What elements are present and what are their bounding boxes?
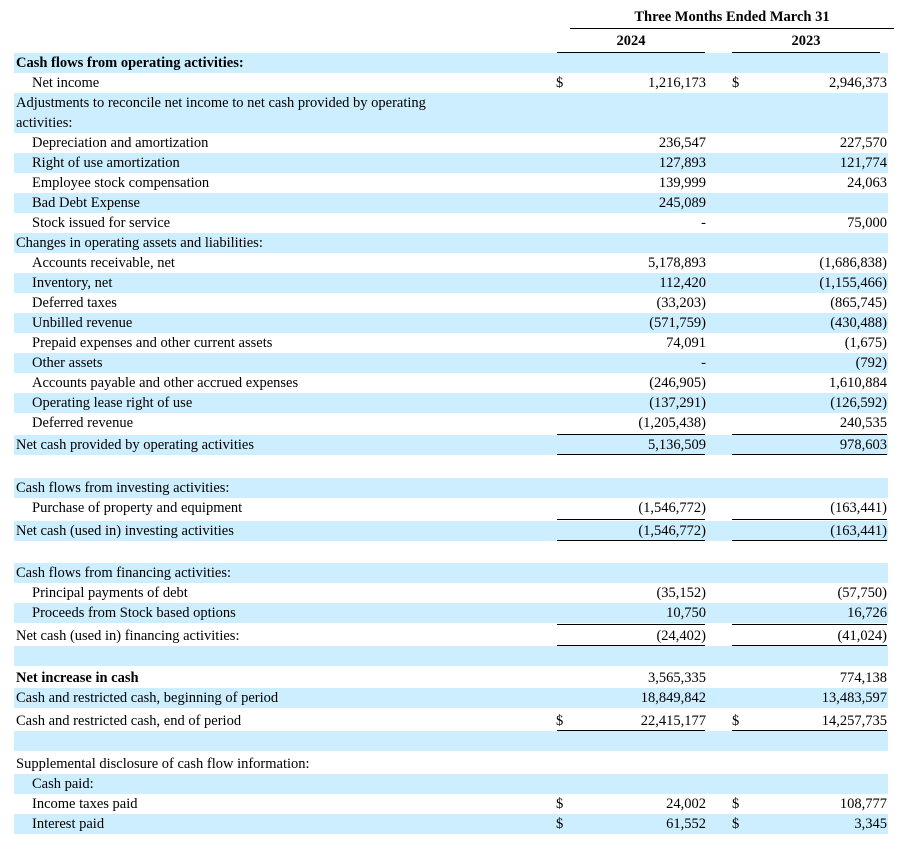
value-2023: 774,138 <box>839 670 887 686</box>
row-label: Cash paid: <box>32 776 94 792</box>
value-2023: (430,488) <box>830 315 887 331</box>
row-label: Income taxes paid <box>32 796 138 812</box>
subtotal-rule <box>732 624 887 625</box>
value-2023: (1,675) <box>844 335 887 351</box>
table-row <box>14 668 888 688</box>
subtotal-rule <box>557 519 705 520</box>
value-2024: - <box>701 355 706 371</box>
row-label: Net cash (used in) investing activities <box>16 523 234 539</box>
subtotal-rule <box>557 624 705 625</box>
value-2023: (126,592) <box>830 395 887 411</box>
currency-symbol: $ <box>556 713 564 729</box>
value-2023: 14,257,735 <box>821 713 887 729</box>
value-2024: 3,565,335 <box>648 670 706 686</box>
table-row <box>14 213 888 233</box>
value-2023: 2,946,373 <box>829 75 887 91</box>
value-2024: 61,552 <box>666 816 706 832</box>
value-2024: 74,091 <box>666 335 706 351</box>
row-label: Employee stock compensation <box>32 175 210 191</box>
table-row <box>14 583 888 603</box>
table-row <box>14 413 888 433</box>
currency-symbol: $ <box>556 75 564 91</box>
period-header-rule <box>570 28 894 29</box>
table-row <box>14 498 888 518</box>
value-2023: 121,774 <box>839 155 887 171</box>
table-row <box>14 478 888 498</box>
currency-symbol: $ <box>732 796 740 812</box>
value-2023: 227,570 <box>839 135 887 151</box>
value-2023: 16,726 <box>847 605 887 621</box>
value-2024: 5,136,509 <box>648 437 706 453</box>
value-2023: (57,750) <box>837 585 887 601</box>
value-2024: 139,999 <box>658 175 706 191</box>
table-row <box>14 93 888 113</box>
value-2024: 112,420 <box>659 275 706 291</box>
spacer-row <box>14 731 888 751</box>
value-2023: 978,603 <box>839 437 887 453</box>
value-2024: (137,291) <box>649 395 706 411</box>
table-row <box>14 373 888 393</box>
value-2023: (1,686,838) <box>819 255 887 271</box>
value-2024: - <box>701 215 706 231</box>
subtotal-rule <box>732 519 887 520</box>
row-label: Net cash provided by operating activities <box>16 437 254 453</box>
value-2024: (246,905) <box>649 375 706 391</box>
currency-symbol: $ <box>556 816 564 832</box>
table-row <box>14 754 888 774</box>
value-2024: 18,849,842 <box>640 690 706 706</box>
table-row <box>14 774 888 794</box>
value-2024: (1,546,772) <box>638 523 706 539</box>
row-label: Accounts receivable, net <box>32 255 175 271</box>
value-2023: (865,745) <box>830 295 887 311</box>
table-row <box>14 193 888 213</box>
cash-flow-statement <box>14 0 888 850</box>
table-row <box>14 521 888 541</box>
row-label: Stock issued for service <box>32 215 171 231</box>
row-label: Purchase of property and equipment <box>32 500 243 516</box>
value-2024: 24,002 <box>666 796 706 812</box>
year-header-2023: 2023 <box>791 33 821 49</box>
table-row <box>14 333 888 353</box>
row-label: Cash and restricted cash, end of period <box>16 713 242 729</box>
row-label: Proceeds from Stock based options <box>32 605 236 621</box>
value-2023: 1,610,884 <box>829 375 887 391</box>
row-label: Inventory, net <box>32 275 113 291</box>
row-label: Other assets <box>32 355 103 371</box>
table-row <box>14 113 888 133</box>
table-row <box>14 233 888 253</box>
row-label: activities: <box>16 115 73 131</box>
row-label: Cash flows from operating activities: <box>16 55 244 71</box>
row-label: Prepaid expenses and other current assets <box>32 335 273 351</box>
row-label: Right of use amortization <box>32 155 180 171</box>
row-label: Operating lease right of use <box>32 395 193 411</box>
value-2024: (1,546,772) <box>638 500 706 516</box>
row-label: Interest paid <box>32 816 105 832</box>
table-row <box>14 626 888 646</box>
table-row <box>14 133 888 153</box>
row-label: Net income <box>32 75 100 91</box>
row-label: Supplemental disclosure of cash flow information: <box>16 756 310 772</box>
table-row <box>14 814 888 834</box>
currency-symbol: $ <box>732 816 740 832</box>
currency-symbol: $ <box>732 75 740 91</box>
value-2023: (163,441) <box>830 500 887 516</box>
value-2023: 24,063 <box>847 175 887 191</box>
table-row <box>14 563 888 583</box>
currency-symbol: $ <box>556 796 564 812</box>
row-label: Net increase in cash <box>16 670 139 686</box>
value-2023: (41,024) <box>837 628 887 644</box>
table-row <box>14 53 888 73</box>
row-label: Accounts payable and other accrued expenses <box>32 375 299 391</box>
year-header-2024: 2024 <box>616 33 646 49</box>
value-2024: (24,402) <box>656 628 706 644</box>
row-label: Cash flows from financing activities: <box>16 565 232 581</box>
row-label: Deferred revenue <box>32 415 134 431</box>
row-label: Changes in operating assets and liabilities: <box>16 235 263 251</box>
value-2024: 10,750 <box>666 605 706 621</box>
value-2024: (35,152) <box>656 585 706 601</box>
table-row <box>14 435 888 455</box>
currency-symbol: $ <box>732 713 740 729</box>
row-label: Net cash (used in) financing activities: <box>16 628 240 644</box>
spacer-row <box>14 646 888 666</box>
table-row <box>14 273 888 293</box>
value-2023: (163,441) <box>830 523 887 539</box>
row-label: Depreciation and amortization <box>32 135 209 151</box>
table-row <box>14 353 888 373</box>
value-2023: 13,483,597 <box>821 690 887 706</box>
value-2023: 240,535 <box>839 415 887 431</box>
value-2024: (33,203) <box>656 295 706 311</box>
value-2024: 236,547 <box>658 135 706 151</box>
row-label: Cash flows from investing activities: <box>16 480 230 496</box>
table-row <box>14 73 888 93</box>
table-row <box>14 153 888 173</box>
value-2023: 108,777 <box>839 796 887 812</box>
spacer-row <box>14 541 888 561</box>
value-2023: 75,000 <box>847 215 887 231</box>
table-row <box>14 711 888 731</box>
row-label: Unbilled revenue <box>32 315 133 331</box>
row-label: Cash and restricted cash, beginning of period <box>16 690 279 706</box>
value-2024: (571,759) <box>649 315 706 331</box>
table-row <box>14 293 888 313</box>
table-row <box>14 253 888 273</box>
value-2023: (792) <box>855 355 887 371</box>
row-label: Deferred taxes <box>32 295 117 311</box>
table-row <box>14 313 888 333</box>
spacer-row <box>14 455 888 475</box>
table-row <box>14 603 888 623</box>
value-2024: 5,178,893 <box>648 255 706 271</box>
row-label: Bad Debt Expense <box>32 195 140 211</box>
value-2024: 127,893 <box>658 155 706 171</box>
table-row <box>14 688 888 708</box>
value-2023: (1,155,466) <box>819 275 887 291</box>
table-row <box>14 393 888 413</box>
row-label: Adjustments to reconcile net income to net cash provided by operating <box>16 95 426 111</box>
table-row <box>14 794 888 814</box>
row-label: Principal payments of debt <box>32 585 188 601</box>
value-2024: 1,216,173 <box>648 75 706 91</box>
value-2023: 3,345 <box>854 816 887 832</box>
period-header: Three Months Ended March 31 <box>634 9 830 25</box>
table-row <box>14 173 888 193</box>
value-2024: 22,415,177 <box>640 713 706 729</box>
value-2024: (1,205,438) <box>638 415 706 431</box>
value-2024: 245,089 <box>658 195 706 211</box>
